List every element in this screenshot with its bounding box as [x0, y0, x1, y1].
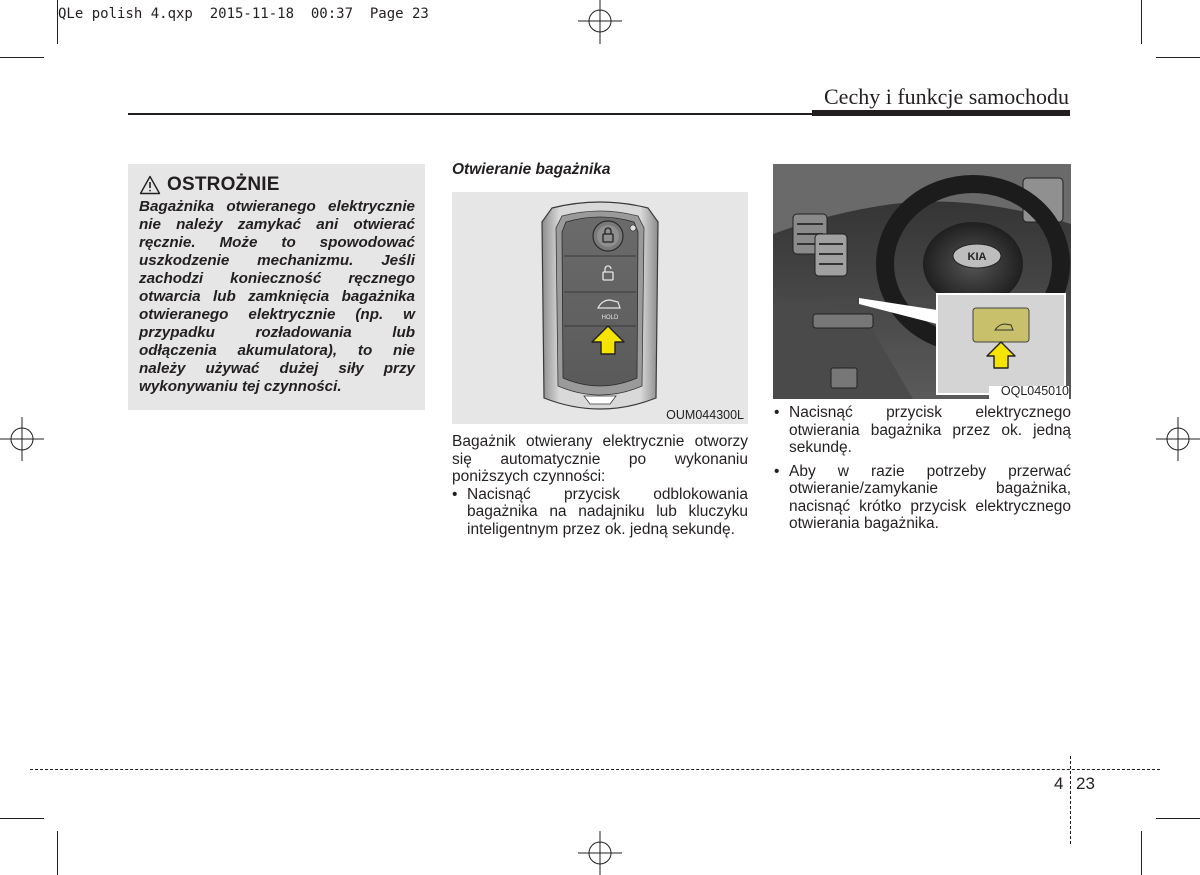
dashboard-image [773, 164, 1071, 399]
tailgate-button-photo [773, 164, 1071, 399]
crop-mark [1141, 831, 1142, 875]
svg-text:KIA: KIA [967, 251, 987, 263]
header-rule-accent [812, 110, 1070, 116]
chapter-number: 4 [1054, 774, 1064, 793]
bullet-item: • Aby w razie potrzeby przerwać otwieranie/zamykanie bagażnika, nacisnąć krótko przycisk elektrycznego otwierania bagażnika. [774, 463, 1071, 533]
smart-key-fob-image [452, 192, 748, 424]
footer-divider [1070, 756, 1071, 844]
image-code: OUM044300L [666, 408, 744, 422]
warning-triangle-icon [139, 175, 161, 195]
crop-mark [1156, 57, 1200, 58]
file-slug: QLe polish 4.qxp 2015-11-18 00:37 Page 23 [58, 6, 429, 22]
registration-mark-right [1156, 415, 1200, 463]
crop-mark [0, 818, 44, 819]
crop-mark [0, 57, 44, 58]
intro-paragraph: Bagażnik otwierany elektrycznie otworzy się automatycznie po wykonaniu poniższych czynności: [452, 433, 748, 485]
image-code: OQL045010 [1000, 384, 1069, 398]
caution-title: OSTROŻNIE [167, 174, 280, 195]
key-fob-illustration [452, 192, 748, 424]
page-number: 23 [1076, 774, 1095, 793]
bullet-item: • Nacisnąć przycisk odblokowania bagażnika na nadajniku lub kluczyku inteligentnym przez ok. jedną sekundę. [452, 486, 748, 539]
caution-text: Bagażnika otwieranego elektrycznie nie należy zamykać ani otwierać ręcznie. Może to spowodować uszkodzenie mechanizmu. Jeśli zachodzi konieczność ręcznego otwarcia lub zamknięcia bagażnika otwieranego elektrycznie (np. w przypadku rozładowania lub odłączenia akumulatora), to nie należy używać dużej siły przy wykonywaniu tej czynności. [139, 198, 415, 395]
middle-body [452, 433, 748, 538]
footer-rule [30, 769, 1160, 770]
registration-mark-bottom [576, 831, 624, 875]
hold-label: HOLD [601, 315, 619, 321]
crop-mark [57, 831, 58, 875]
registration-mark-top [576, 0, 624, 44]
registration-mark-left [0, 415, 44, 463]
crop-mark [1141, 0, 1142, 44]
caution-header [139, 174, 415, 196]
caution-box [128, 164, 425, 410]
subsection-heading: Otwieranie bagażnika [452, 161, 611, 178]
section-title: Cechy i funkcje samochodu [824, 84, 1069, 109]
right-body [774, 404, 1071, 533]
bullet-item: • Nacisnąć przycisk elektrycznego otwierania bagażnika przez ok. jedną sekundę. [774, 404, 1071, 457]
crop-mark [1156, 818, 1200, 819]
